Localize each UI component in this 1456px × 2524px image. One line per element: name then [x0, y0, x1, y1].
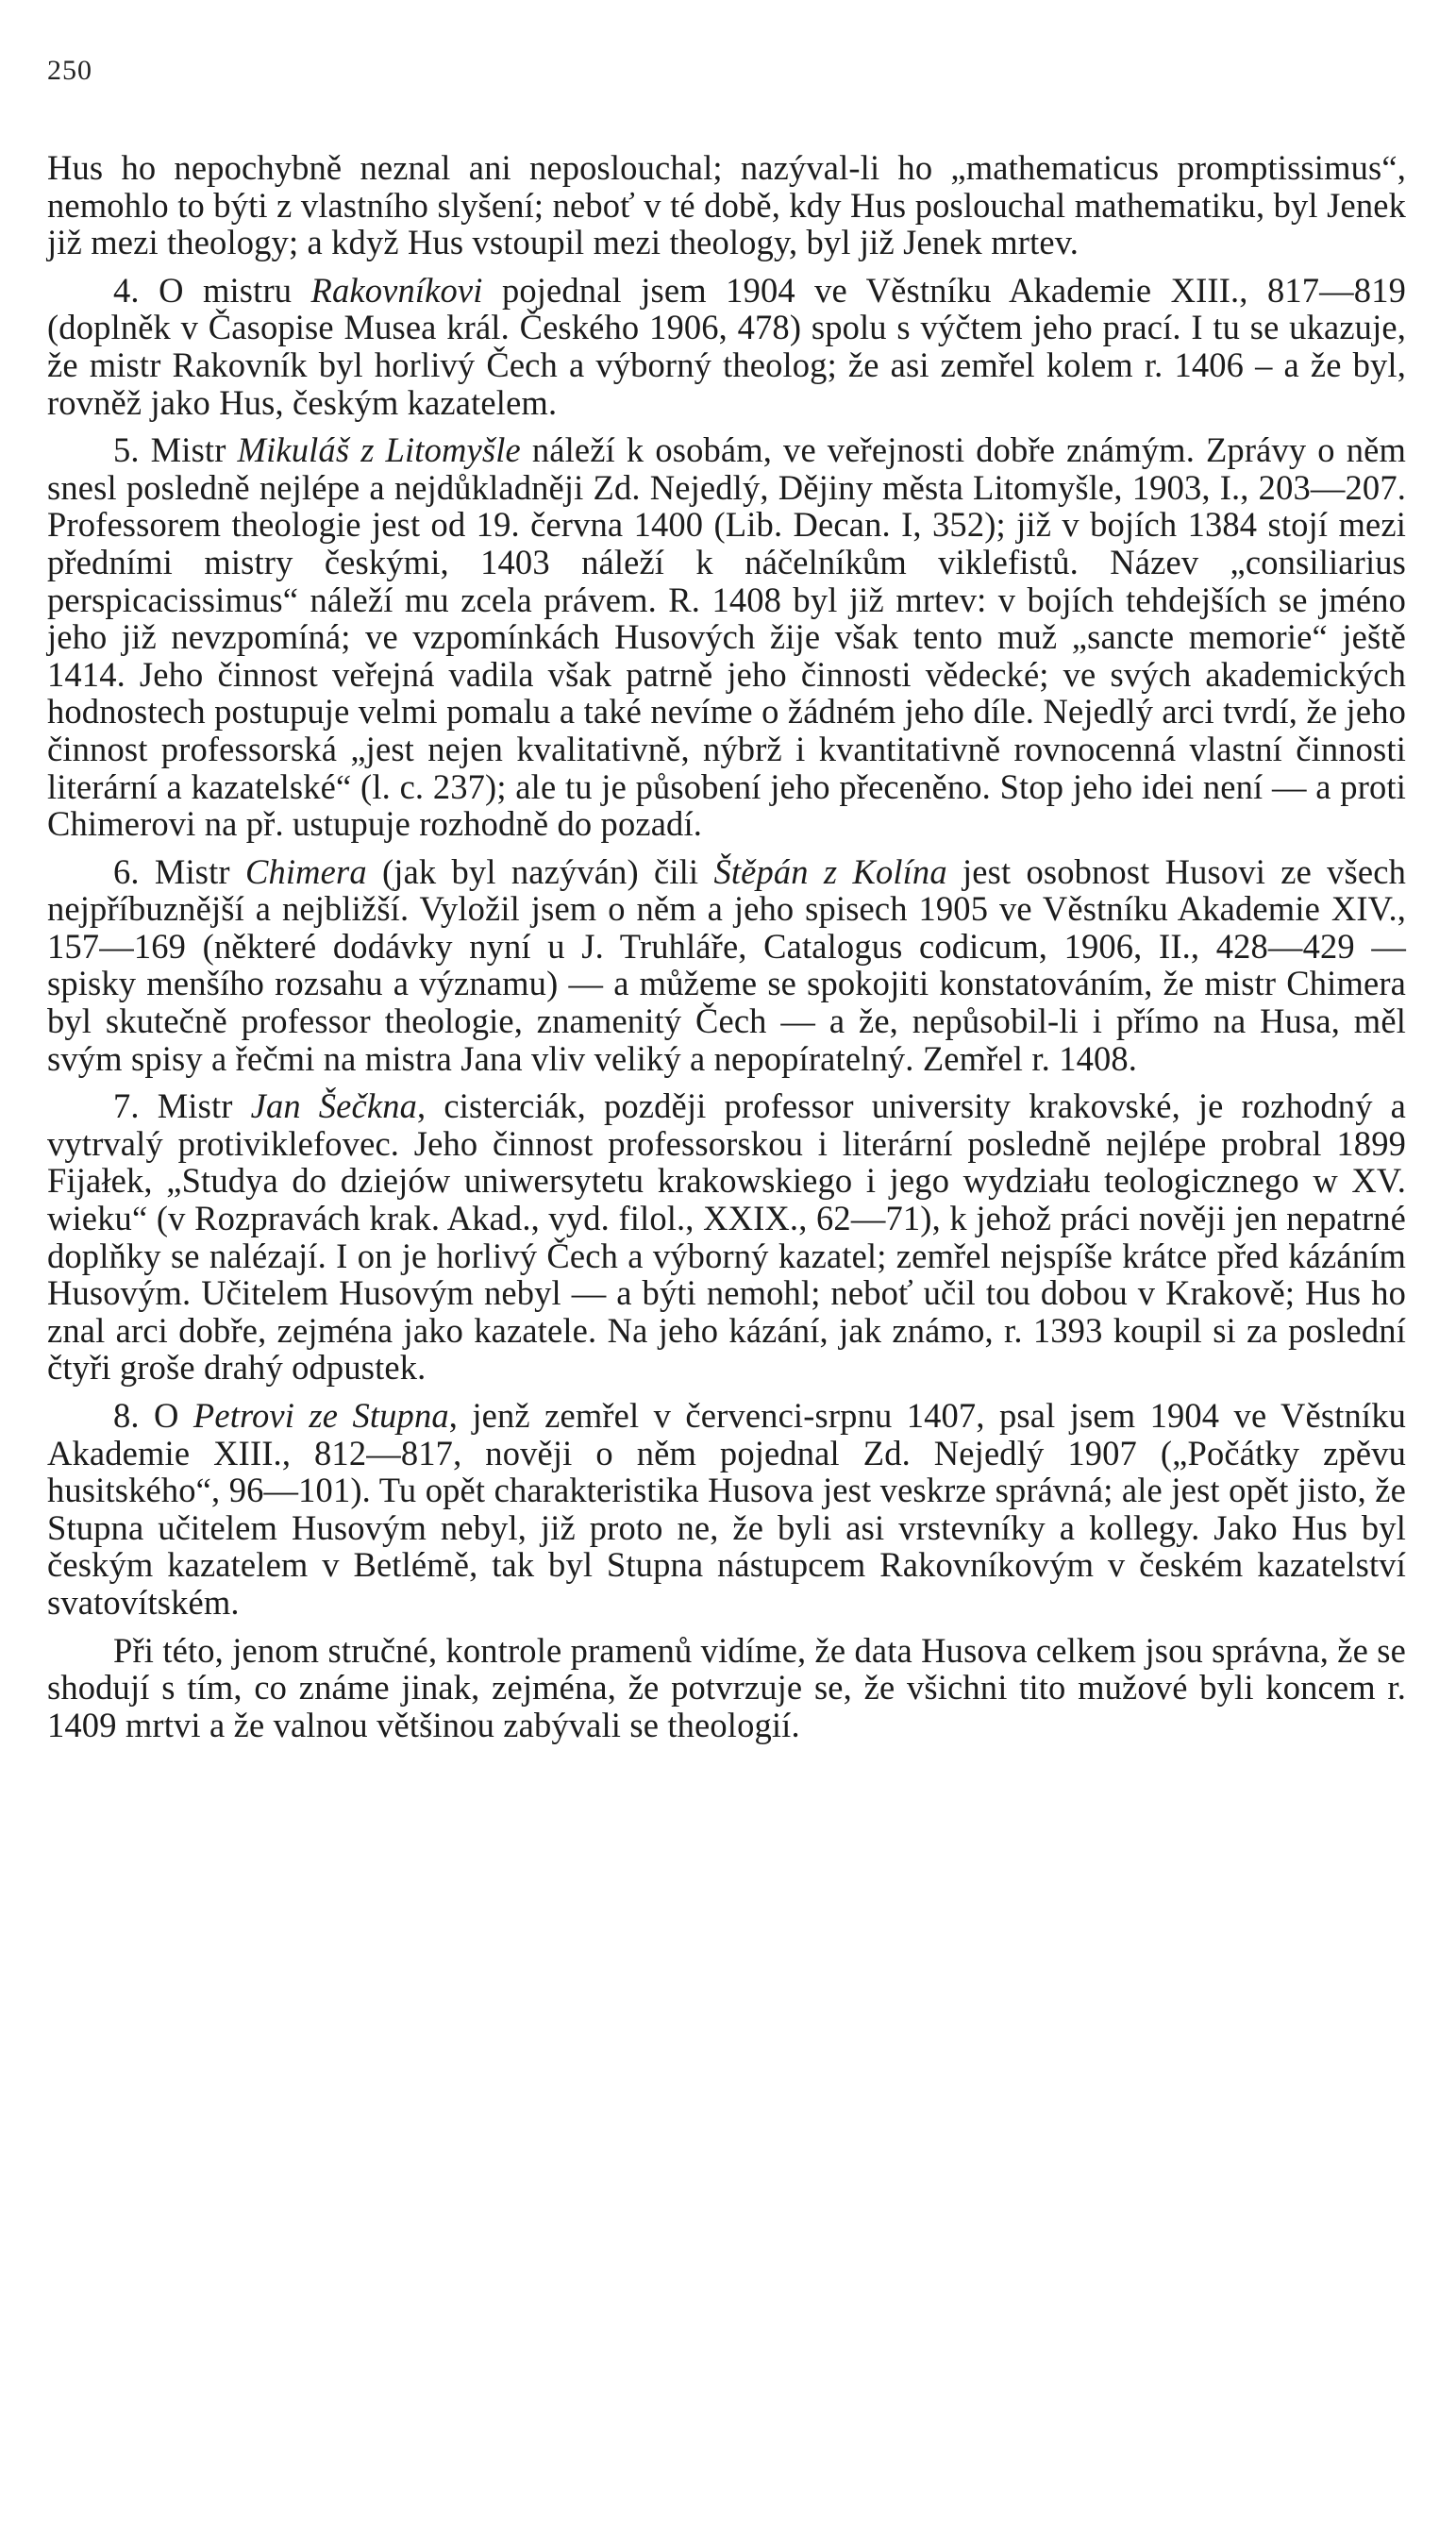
paragraph-5-mikulas: [47, 431, 1406, 843]
paragraph-text: 7. Mistr: [113, 1086, 251, 1126]
person-name: Petrovi ze Stupna: [192, 1396, 449, 1435]
paragraph-4-rakovnik: [47, 272, 1406, 421]
paragraph-text: jest osobnost Husovi ze všech nejpříbuznější a nejbližší. Vyložil jsem o něm a jeho spisech 1905 ve Věstníku Akademie XIV., 157—169 (některé dodávky nyní u J. Truhláře, Catalogus codicum, 1906, II., 428—429 — spisky menšího rozsahu a významu) — a můžeme se spokojiti konstatováním, že mistr Chimera byl skutečně professor theologie, znamenitý Čech — a že, nepůsobil-li i přímo na Husa, měl svým spisy a řečmi na mistra Jana vliv veliký a nepopíratelný. Zemřel r. 1408.: [47, 851, 1406, 1078]
person-name: Štěpán z Kolína: [713, 851, 947, 891]
paragraph-1: [47, 149, 1406, 261]
paragraph-1-text: Hus ho nepochybně neznal ani neposlouchal; nazýval-li ho „mathematicus promptissimus“, nemohlo to býti z vlastního slyšení; neboť v té době, kdy Hus poslouchal mathematiku, byl Jenek již mezi theology; a když Hus vstoupil mezi theology, byl již Jenek mrtev.: [47, 148, 1406, 262]
paragraph-text: 8. O: [113, 1396, 193, 1435]
person-name: Mikuláš z Litomyšle: [237, 430, 521, 470]
paragraph-text: , jenž zemřel v červenci-srpnu 1407, psal jsem 1904 ve Věstníku Akademie XIII., 812—817, nověji o něm pojednal Zd. Nejedlý 1907 („Počátky zpěvu husitského“, 96—101). Tu opět charakteristika Husova jest veskrze správná; ale jest opět jisto, že Stupna učitelem Husovým nebyl, již proto ne, že byli asi vrstevníky a kollegy. Jako Hus byl českým kazatelem v Betlémě, tak byl Stupna nástupcem Rakovníkovým v českém kazatelství svatovítském.: [47, 1396, 1407, 1622]
paragraph-text: (jak byl nazýván) čili: [366, 851, 714, 891]
paragraph-text: pojednal jsem 1904 ve Věstníku Akademie XIII., 817—819 (doplněk v Časopise Musea král. Českého 1906, 478) spolu s výčtem jeho prací. I tu se ukazuje, že mistr Rakovník byl horlivý Čech a výborný theolog; že asi zemřel kolem r. 1406 – a že byl, rovněž jako Hus, českým kazatelem.: [47, 270, 1406, 422]
person-name: Rakovníkovi: [310, 270, 483, 310]
paragraph-conclusion: [47, 1632, 1406, 1744]
person-name: Jan Šečkna: [250, 1086, 418, 1126]
paragraph-text: náleží k osobám, ve veřejnosti dobře známým. Zprávy o něm snesl posledně nejlépe a nejdůkladněji Zd. Nejedlý, Dějiny města Litomyšle, 1903, I., 203—207. Professorem theologie jest od 19. června 1400 (Lib. Decan. I, 352); již v bojích 1384 stojí mezi předními mistry českými, 1403 náleží k náčelníkům viklefistů. Název „consiliarius perspicacissimus“ náleží mu zcela právem. R. 1408 byl již mrtev: v bojích tehdejších se jméno jeho již nevzpomíná; ve vzpomínkách Husových žije však tento muž „sancte memorie“ ještě 1414. Jeho činnost veřejná vadila však patrně jeho činnosti vědecké; ve svých akademických hodnostech postupuje velmi pomalu a také nevíme o žádném jeho díle. Nejedlý arci tvrdí, že jeho činnost professorská „jest nejen kvalitativně, nýbrž i kvantitativně rovnocenná vlastní činnosti literární a kazatelské“ (l. c. 237); ale tu je působení jeho přeceněno. Stop jeho idei není — a proti Chimerovi na př. ustupuje rozhodně do pozadí.: [47, 430, 1406, 844]
paragraph-text: , cisterciák, později professor university krakovské, je rozhodný a vytrvalý protiviklefovec. Jeho činnost professorskou i literární posledně nejlépe probral 1899 Fijałek, „Studya do dziejów uniwersytetu krakowskiego i jego wydziału teologicznego w XV. wieku“ (v Rozpravách krak. Akad., vyd. filol., XXIX., 62—71), k jehož práci nověji jen nepatrné doplňky se nalézají. I on je horlivý Čech a výborný kazatel; zemřel nejspíše krátce před kázáním Husovým. Učitelem Husovým nebyl — a býti nemohl; neboť učil tou dobou v Krakově; Hus ho znal arci dobře, zejména jako kazatele. Na jeho kázání, jak známo, r. 1393 koupil si za poslední čtyři groše drahý odpustek.: [47, 1086, 1406, 1388]
paragraph-7-seckna: [47, 1087, 1406, 1387]
paragraph-text: 5. Mistr: [113, 430, 238, 470]
paragraph-8-stupna: [47, 1397, 1406, 1622]
paragraph-text: Při této, jenom stručné, kontrole pramenů vidíme, že data Husova celkem jsou správna, že se shodují s tím, co známe jinak, zejména, že potvrzuje se, že všichni tito mužové byli koncem r. 1409 mrtvi a že valnou většinou zabývali se theologií.: [47, 1630, 1406, 1744]
paragraph-text: 4. O mistru: [113, 270, 311, 310]
paragraph-6-chimera: [47, 853, 1406, 1078]
person-name: Chimera: [244, 851, 367, 891]
paragraph-text: 6. Mistr: [113, 851, 245, 891]
page-body: [47, 149, 1406, 1743]
page-number: 250: [47, 55, 92, 86]
